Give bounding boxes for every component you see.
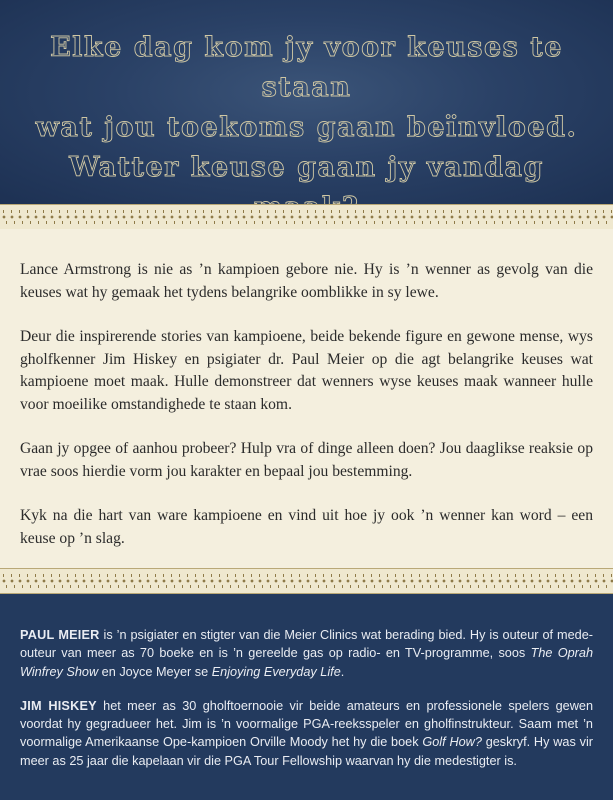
- bio-text: .: [340, 664, 345, 679]
- bio-italic: Enjoying Everyday Life: [211, 664, 341, 679]
- author-bios: [20, 626, 593, 786]
- bio-italic: The Oprah Winfrey Show: [20, 646, 594, 679]
- description-paragraph: Kyk na die hart van ware kampioene en vind uit hoe jy ook ’n wenner kan word – een keuse op ’n slag.: [20, 507, 593, 547]
- description-paragraph: Lance Armstrong is nie as ’n kampioen gebore nie. Hy is ’n wenner as gevolg van die keuses wat hy gemaak het tydens belangrike oomblikke in sy lewe.: [20, 261, 593, 301]
- tagline-line-1: Elke dag kom jy voor keuses te staan: [50, 32, 563, 103]
- bio-text: geskryf. Hy was vir meer as 25 jaar die kapelaan vir die PGA Tour Fellowship waarvan hy die medestigter is.: [20, 735, 593, 768]
- decorative-border-bottom: [0, 568, 613, 594]
- bio-text: het meer as 30 gholftoernooie vir beide amateurs en professionele spelers gewen voordat hy gegradueer het. Jim is ’n voormalige PGA-reeksspeler en gholfinstrukteur. Saam met ’n voormalige Amerikaanse Ope-kampioen Orville Moody het hy die boek: [20, 698, 593, 750]
- tagline-line-3: Watter keuse gaan jy vandag: [69, 152, 544, 183]
- bio-paul-meier: [20, 626, 593, 681]
- bio-text: en Joyce Meyer se: [98, 664, 212, 679]
- decorative-border-top: [0, 204, 613, 230]
- description-paragraph: Deur die inspirerende stories van kampioene, beide bekende figure en gewone mense, wys gholfkenner Jim Hiskey en psigiater dr. Paul Meier op die agt belangrike keuses wat kampioene moet maak. Hulle demonstreer dat wenners wyse keuses maak wanneer hulle voor moeilike omstandighede te staan kom.: [20, 328, 593, 413]
- bio-jim-hiskey: [20, 697, 593, 770]
- bio-name: JIM HISKEY: [20, 698, 97, 713]
- tagline-line-2: wat jou toekoms gaan beïnvloed.: [35, 112, 578, 143]
- bio-text: is ’n psigiater en stigter van die Meier Clinics wat berading bied. Hy is outeur of mede-outeur van meer as 70 boeke en is ’n gereelde gas op radio- en TV-programme, soos: [20, 628, 593, 661]
- bio-name: PAUL MEIER: [20, 628, 100, 642]
- tagline: [20, 28, 593, 228]
- description-paragraph: Gaan jy opgee of aanhou probeer? Hulp vra of dinge alleen doen? Jou daaglikse reaksie op vrae soos hierdie vorm jou karakter en bepaal jou bestemming.: [20, 440, 593, 480]
- description-text: [20, 259, 593, 572]
- bio-italic: Golf How?: [422, 735, 482, 750]
